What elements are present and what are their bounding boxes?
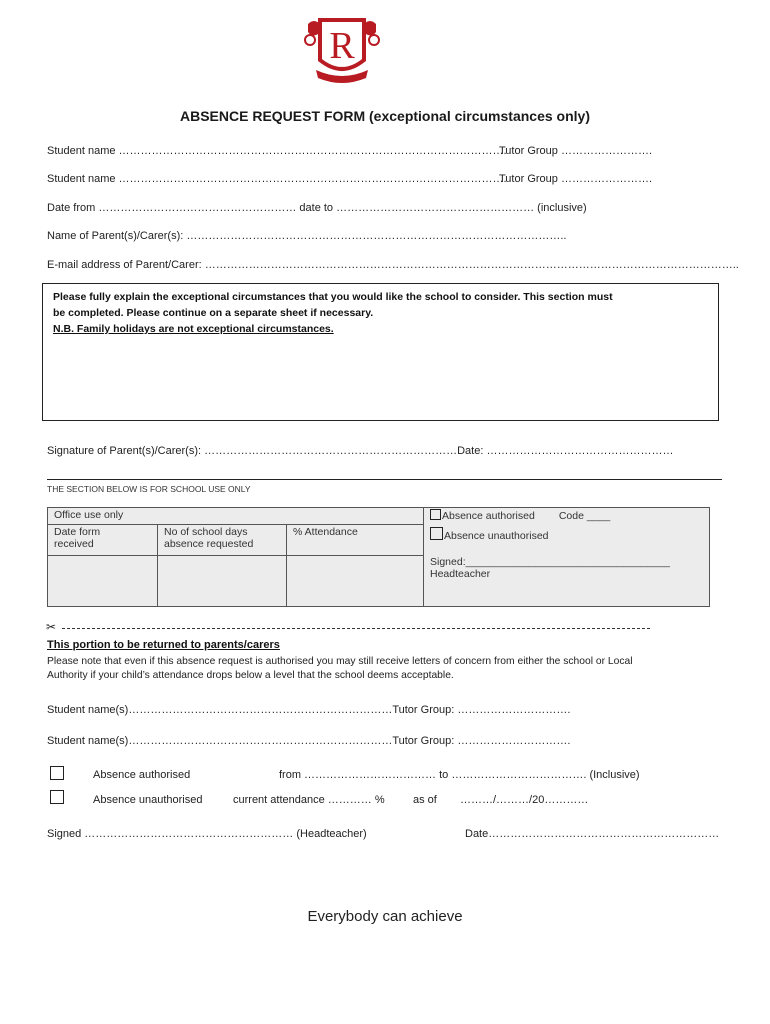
office-signed-field[interactable]: Signed:___________________________________ <box>430 556 670 568</box>
cut-line <box>62 628 650 629</box>
col-date-form: Date form <box>54 526 101 538</box>
school-crest-logo <box>300 16 384 88</box>
office-authorised-label: Absence authorised <box>442 510 535 522</box>
explain-line-1: Please fully explain the exceptional circumstances that you would like the school to consider. This section must <box>53 291 613 303</box>
email-field[interactable]: E-mail address of Parent/Carer: ……………………………………………………………………………………………………………………………….. <box>47 259 739 271</box>
return-authorised-label: Absence authorised <box>93 769 191 781</box>
col-attendance: % Attendance <box>287 525 424 556</box>
explanation-box[interactable] <box>42 283 719 421</box>
headteacher-signed-field[interactable]: Signed ………………………………………………… (Headteacher) <box>47 828 367 840</box>
school-use-note: THE SECTION BELOW IS FOR SCHOOL USE ONLY <box>47 484 251 494</box>
office-use-header: Office use only <box>48 508 424 525</box>
as-of-label: as of <box>413 794 437 806</box>
current-attendance-field[interactable]: current attendance ………… % <box>233 794 385 806</box>
school-motto: Everybody can achieve <box>307 908 463 925</box>
cell-days-requested[interactable] <box>158 556 287 607</box>
cell-attendance[interactable] <box>287 556 424 607</box>
return-date-range-field[interactable]: from ……………………………… to ………………………………. (Inclusive) <box>279 769 640 781</box>
return-authorised-checkbox[interactable] <box>50 766 64 780</box>
office-use-table <box>47 507 710 607</box>
col-date-form-received: received <box>54 538 94 550</box>
scissors-icon: ✂ <box>46 620 57 634</box>
col-school-days: No of school days <box>164 526 248 538</box>
office-authorisation-cell <box>424 508 710 607</box>
parent-name-field[interactable]: Name of Parent(s)/Carer(s): ………………………………………………………………………………………….. <box>47 230 567 242</box>
student-name-field-2[interactable]: Student name ……………………………………………………………………………………………. <box>47 173 507 185</box>
student-name-field-1[interactable]: Student name ……………………………………………………………………………………………. <box>47 145 507 157</box>
as-of-date-field[interactable]: ………/………/20………… <box>460 794 589 806</box>
col-absence-requested: absence requested <box>164 538 254 550</box>
office-headteacher-label: Headteacher <box>430 568 491 580</box>
crest-letter: R <box>329 25 355 67</box>
section-divider <box>47 479 722 480</box>
page-title: ABSENCE REQUEST FORM (exceptional circumstances only) <box>180 108 590 124</box>
date-range-field[interactable]: Date from ……………………………………………… date to ……………………………………………… (inclusive) <box>47 202 587 214</box>
authorised-checkbox[interactable] <box>430 509 441 520</box>
return-student-field-2[interactable]: Student name(s)………………………………………………………………Tutor Group: …………………………. <box>47 735 571 747</box>
return-note-2: Authority if your child’s attendance drops below a level that the school deems acceptable. <box>47 670 454 681</box>
return-unauthorised-label: Absence unauthorised <box>93 794 203 806</box>
return-note-1: Please note that even if this absence request is authorised you may still receive letters of concern from either the school or Local <box>47 656 633 667</box>
explain-line-2: be completed. Please continue on a separate sheet if necessary. <box>53 307 374 319</box>
parent-signature-field[interactable]: Signature of Parent(s)/Carer(s): ……………………………………………………………Date: …………………………………………… <box>47 445 674 457</box>
tutor-group-field-1[interactable]: Tutor Group ……………………. <box>499 145 653 157</box>
office-unauthorised-label: Absence unauthorised <box>444 530 549 542</box>
return-student-field-1[interactable]: Student name(s)………………………………………………………………Tutor Group: …………………………. <box>47 704 571 716</box>
cell-date-received[interactable] <box>48 556 158 607</box>
unauthorised-checkbox[interactable] <box>430 527 443 540</box>
tutor-group-field-2[interactable]: Tutor Group ……………………. <box>499 173 653 185</box>
explain-note: N.B. Family holidays are not exceptional circumstances. <box>53 323 334 335</box>
return-date-field[interactable]: Date……………………………………………………… <box>465 828 720 840</box>
office-code-field[interactable]: Code ____ <box>558 510 611 522</box>
return-unauthorised-checkbox[interactable] <box>50 790 64 804</box>
return-heading: This portion to be returned to parents/carers <box>47 639 280 651</box>
